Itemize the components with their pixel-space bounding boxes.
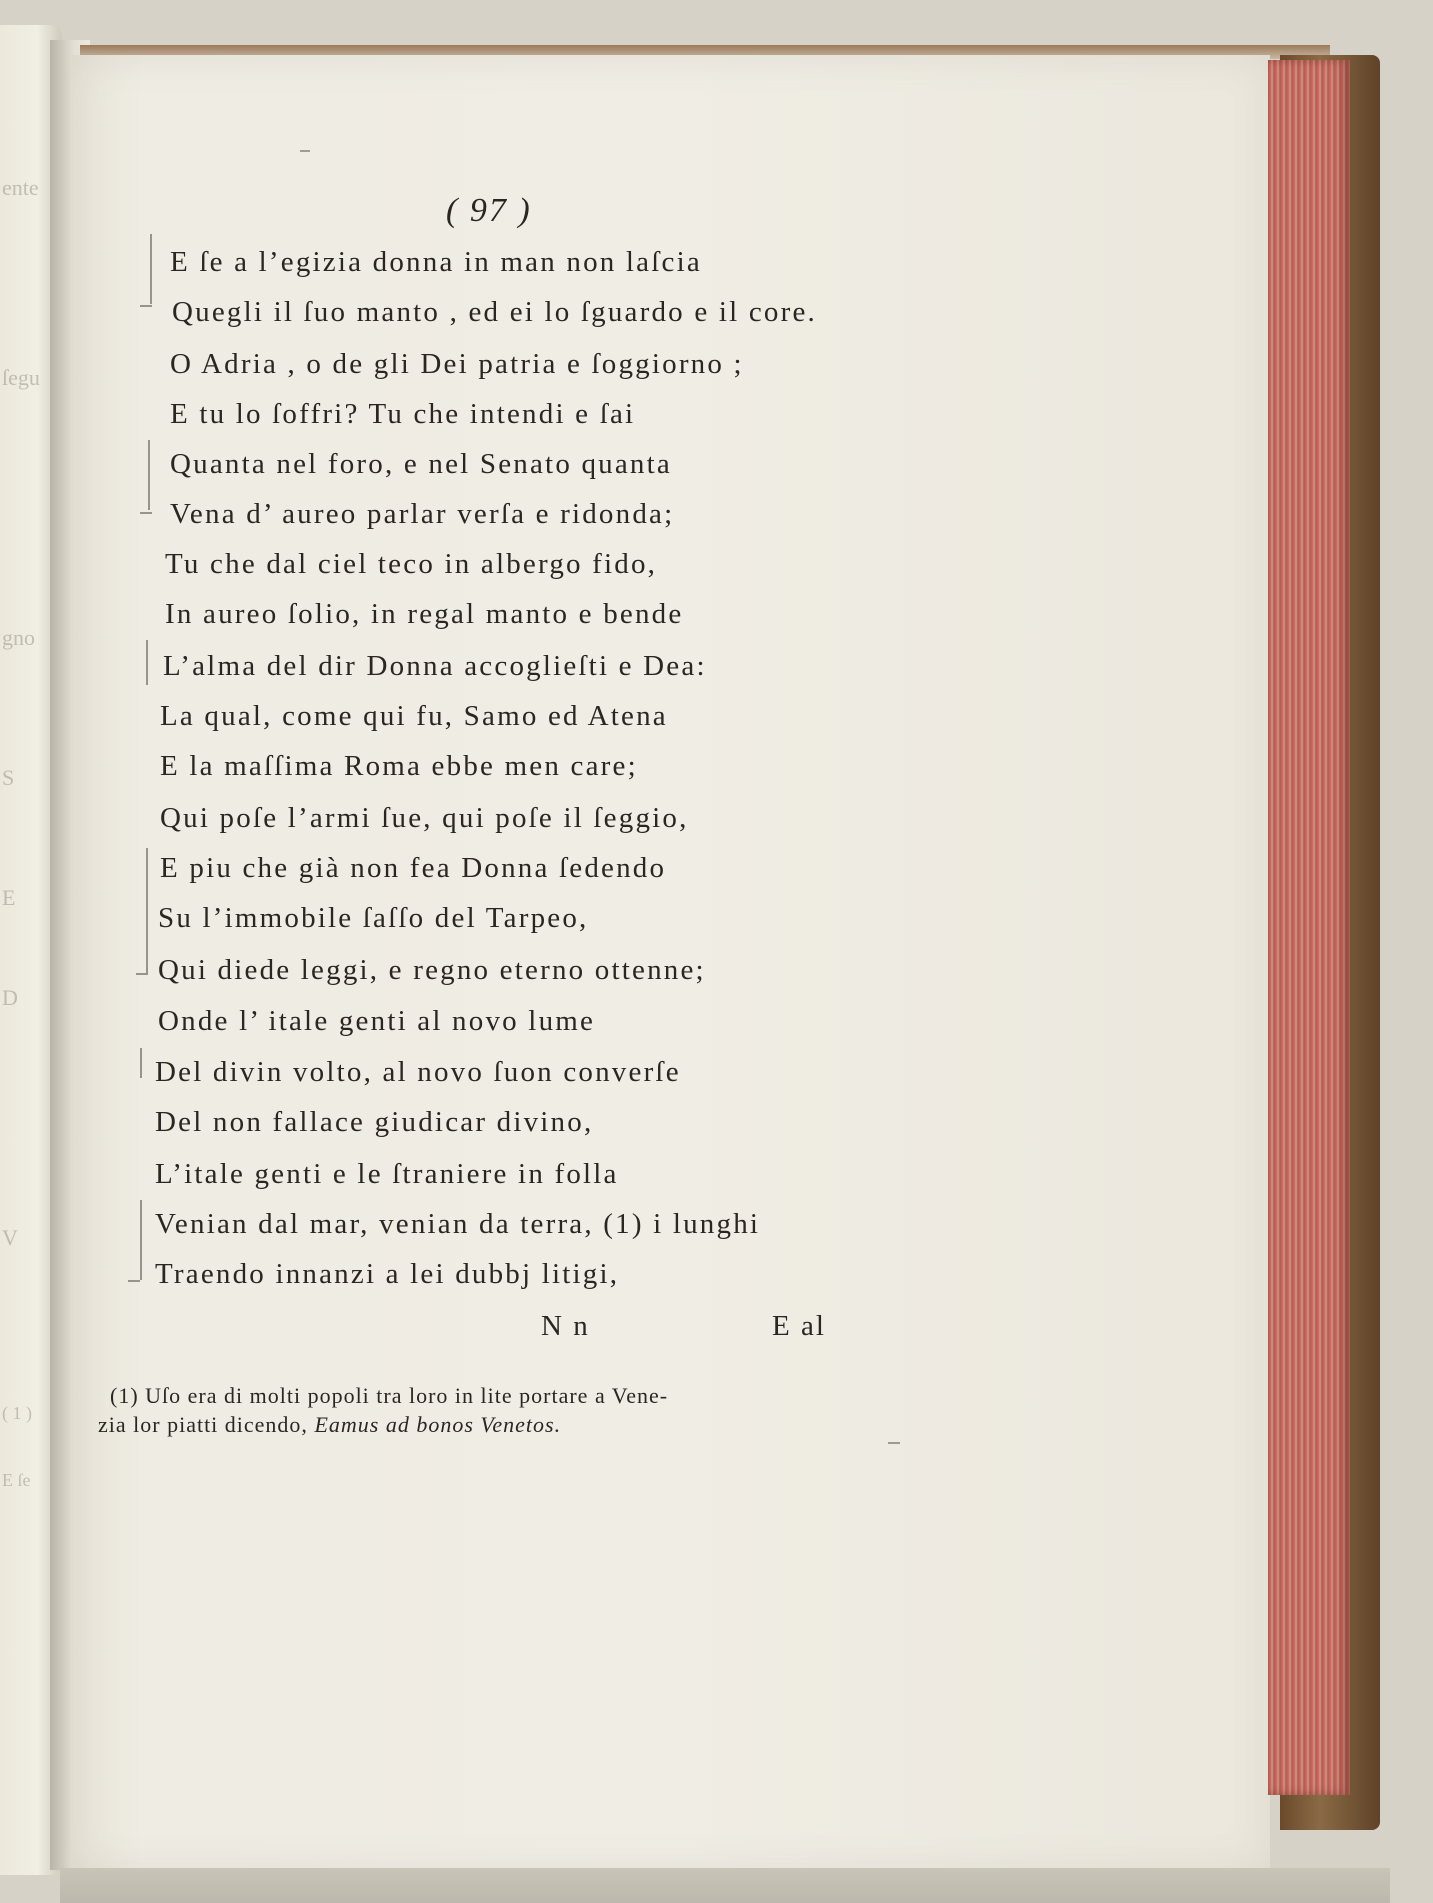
left-page-fragment: E ſe (2, 1470, 31, 1490)
footnote-line-2 (98, 1412, 561, 1438)
catchword: E al (772, 1310, 826, 1342)
footnote-line-1: (1) Uſo era di molti popoli tra loro in lite portare a Vene- (110, 1383, 669, 1408)
verse-line: Qui poſe l’armi ſue, qui poſe il ſeggio, (160, 802, 689, 834)
print-mark (888, 1442, 900, 1444)
margin-bracket-tick (140, 305, 152, 307)
verse-line: Onde l’ itale genti al novo lume (158, 1005, 596, 1037)
red-page-edges (1268, 60, 1350, 1795)
verse-line: Del divin volto, al novo ſuon converſe (155, 1056, 681, 1088)
verse-line: Tu che dal ciel teco in albergo fido, (165, 548, 658, 580)
verse-line: Qui diede leggi, e regno eterno ottenne; (158, 954, 706, 986)
verse-line: E piu che già non fea Donna ſedendo (160, 852, 667, 884)
left-page-fragment: V (2, 1225, 18, 1250)
left-page-fragment: S (2, 765, 15, 790)
verse-line: Venian dal mar, venian da terra, (1) i lunghi (155, 1208, 761, 1240)
verse-line: E tu lo ſoffri? Tu che intendi e ſai (170, 398, 636, 430)
margin-bracket (148, 440, 150, 510)
margin-bracket (140, 1200, 142, 1280)
left-page-fragment: gno (2, 625, 35, 650)
print-mark (300, 150, 310, 152)
verse-line: E la maſſima Roma ebbe men care; (160, 750, 638, 782)
left-page-fragment: ente (2, 175, 39, 200)
left-page-fragment: D (2, 985, 18, 1010)
verse-line: E ſe a l’egizia donna in man non laſcia (170, 246, 702, 278)
margin-bracket (140, 1048, 142, 1078)
verse-line: Su l’immobile ſaſſo del Tarpeo, (158, 902, 589, 934)
verse-line: Del non fallace giudicar divino, (155, 1106, 594, 1138)
verse-line: O Adria , o de gli Dei patria e ſoggiorno ; (170, 348, 744, 380)
footnote-text: zia lor piatti dicendo, (98, 1412, 308, 1437)
signature-mark: N n (541, 1310, 590, 1342)
left-page-fragment: E (2, 885, 16, 910)
table-surface (60, 1868, 1390, 1903)
margin-bracket (146, 640, 148, 685)
verse-line: Traendo innanzi a lei dubbj litigi, (155, 1258, 620, 1290)
verse-line: In aureo ſolio, in regal manto e bende (165, 598, 684, 630)
margin-bracket-tick (128, 1280, 140, 1282)
page-number: ( 97 ) (446, 192, 532, 229)
margin-bracket (146, 848, 148, 973)
margin-bracket-tick (136, 973, 148, 975)
margin-bracket-tick (140, 512, 152, 514)
verse-line: Quanta nel foro, e nel Senato quanta (170, 448, 672, 480)
left-page-fragment: ( 1 ) (2, 1403, 32, 1423)
verse-line: Quegli il ſuo manto , ed ei lo ſguardo e il core. (172, 296, 817, 328)
footnote-quote: Eamus ad bonos Venetos. (314, 1412, 562, 1437)
verse-line: Vena d’ aureo parlar verſa e ridonda; (170, 498, 675, 530)
margin-bracket (150, 234, 152, 304)
verse-line: La qual, come qui fu, Samo ed Atena (160, 700, 668, 732)
left-page-fragment: ſegu (2, 365, 40, 390)
verse-line: L’itale genti e le ſtraniere in folla (155, 1158, 619, 1190)
verse-line: L’alma del dir Donna accoglieſti e Dea: (163, 650, 707, 682)
